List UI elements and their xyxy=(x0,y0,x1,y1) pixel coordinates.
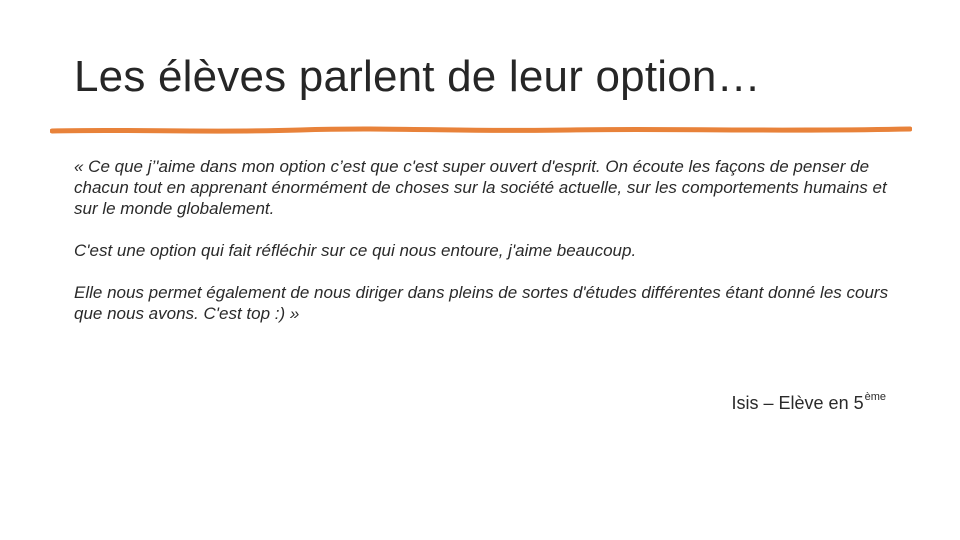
title-underline xyxy=(50,122,912,138)
attribution-superscript: ème xyxy=(864,391,886,403)
attribution xyxy=(732,391,886,414)
quote-body xyxy=(74,156,904,345)
quote-paragraph-2: C'est une option qui fait réfléchir sur ce qui nous entoure, j'aime beaucoup. xyxy=(74,241,637,260)
quote-paragraph-3: Elle nous permet également de nous diriger dans pleins de sortes d'études différentes étant donné les cours que nous avons. C'est top :) » xyxy=(74,283,889,323)
slide-title: Les élèves parlent de leur option… xyxy=(74,52,761,101)
attribution-text: Isis – Elève en 5 xyxy=(731,393,864,413)
quote-paragraph-1: « Ce que j’'aime dans mon option c’est que c'est super ouvert d'esprit. On écoute les façons de penser de chacun tout en apprenant énormément de choses sur la société actuelle, sur les comportements humains et sur le monde globalement. xyxy=(74,157,887,218)
